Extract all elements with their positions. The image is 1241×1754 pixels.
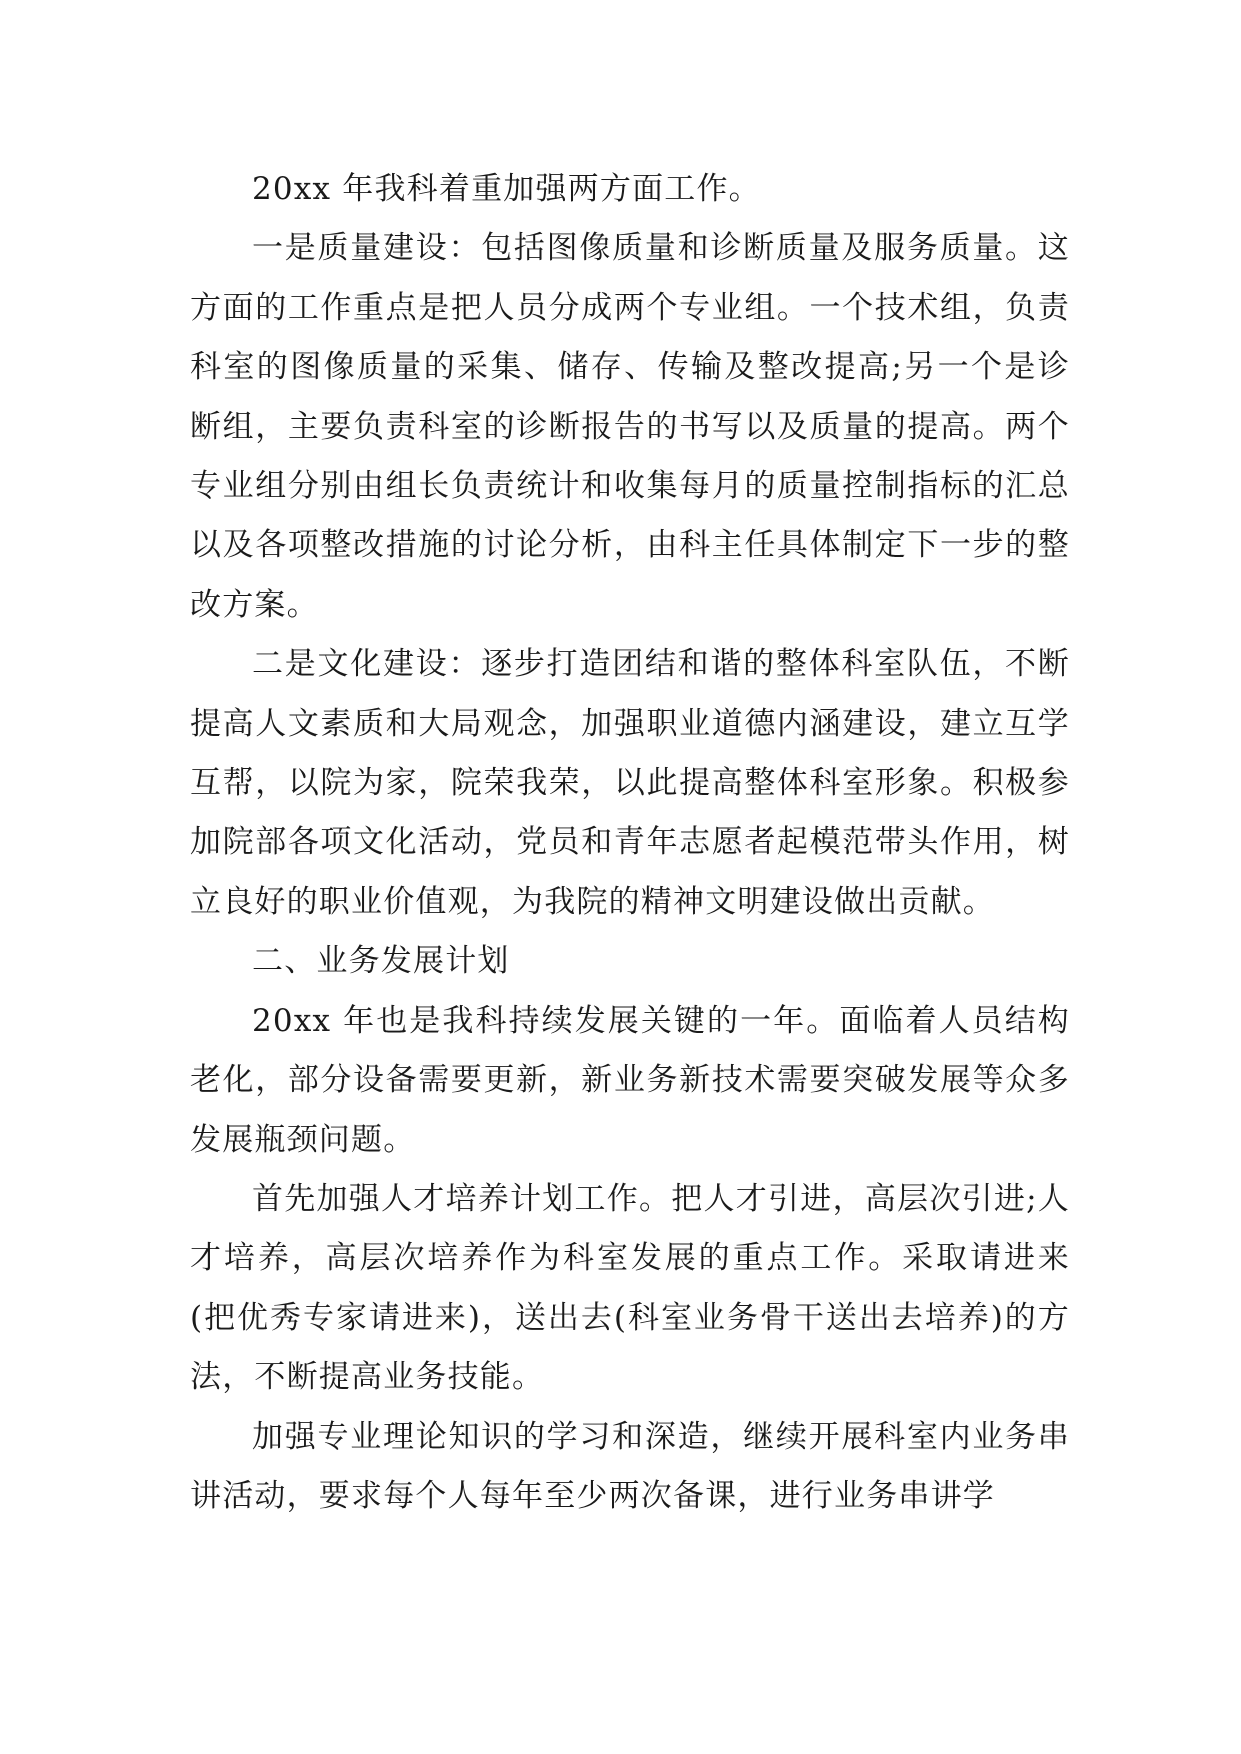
paragraph-quality-building: 一是质量建设：包括图像质量和诊断质量及服务质量。这方面的工作重点是把人员分成两个专业组。一个技术组，负责科室的图像质量的采集、储存、传输及整改提高;另一个是诊断组，主要负责科室的诊断报告的书写以及质量的提高。两个专业组分别由组长负责统计和收集每月的质量控制指标的汇总以及各项整改措施的讨论分析，由科主任具体制定下一步的整改方案。 (190, 230, 1070, 623)
paragraph-intro: 20xx 年我科着重加强两方面工作。 (252, 171, 761, 207)
paragraph-culture-building: 二是文化建设：逐步打造团结和谐的整体科室队伍，不断提高人文素质和大局观念，加强职业道德内涵建设，建立互学互帮，以院为家，院荣我荣，以此提高整体科室形象。积极参加院部各项文化活动，党员和青年志愿者起模范带头作用，树立良好的职业价值观，为我院的精神文明建设做出贡献。 (190, 646, 1070, 920)
paragraph-professional-study: 加强专业理论知识的学习和深造，继续开展科室内业务串讲活动，要求每个人每年至少两次备课，进行业务串讲学 (190, 1418, 1070, 1514)
section-heading-business-plan: 二、业务发展计划 (252, 943, 510, 980)
paragraph-business-development: 20xx 年也是我科持续发展关键的一年。面临着人员结构老化，部分设备需要更新，新业务新技术需要突破发展等众多发展瓶颈问题。 (190, 1002, 1070, 1158)
paragraph-talent-training: 首先加强人才培养计划工作。把人才引进，高层次引进;人才培养，高层次培养作为科室发展的重点工作。采取请进来(把优秀专家请进来)，送出去(科室业务骨干送出去培养)的方法，不断提高业务技能。 (190, 1180, 1070, 1396)
document-body (190, 160, 1070, 1526)
